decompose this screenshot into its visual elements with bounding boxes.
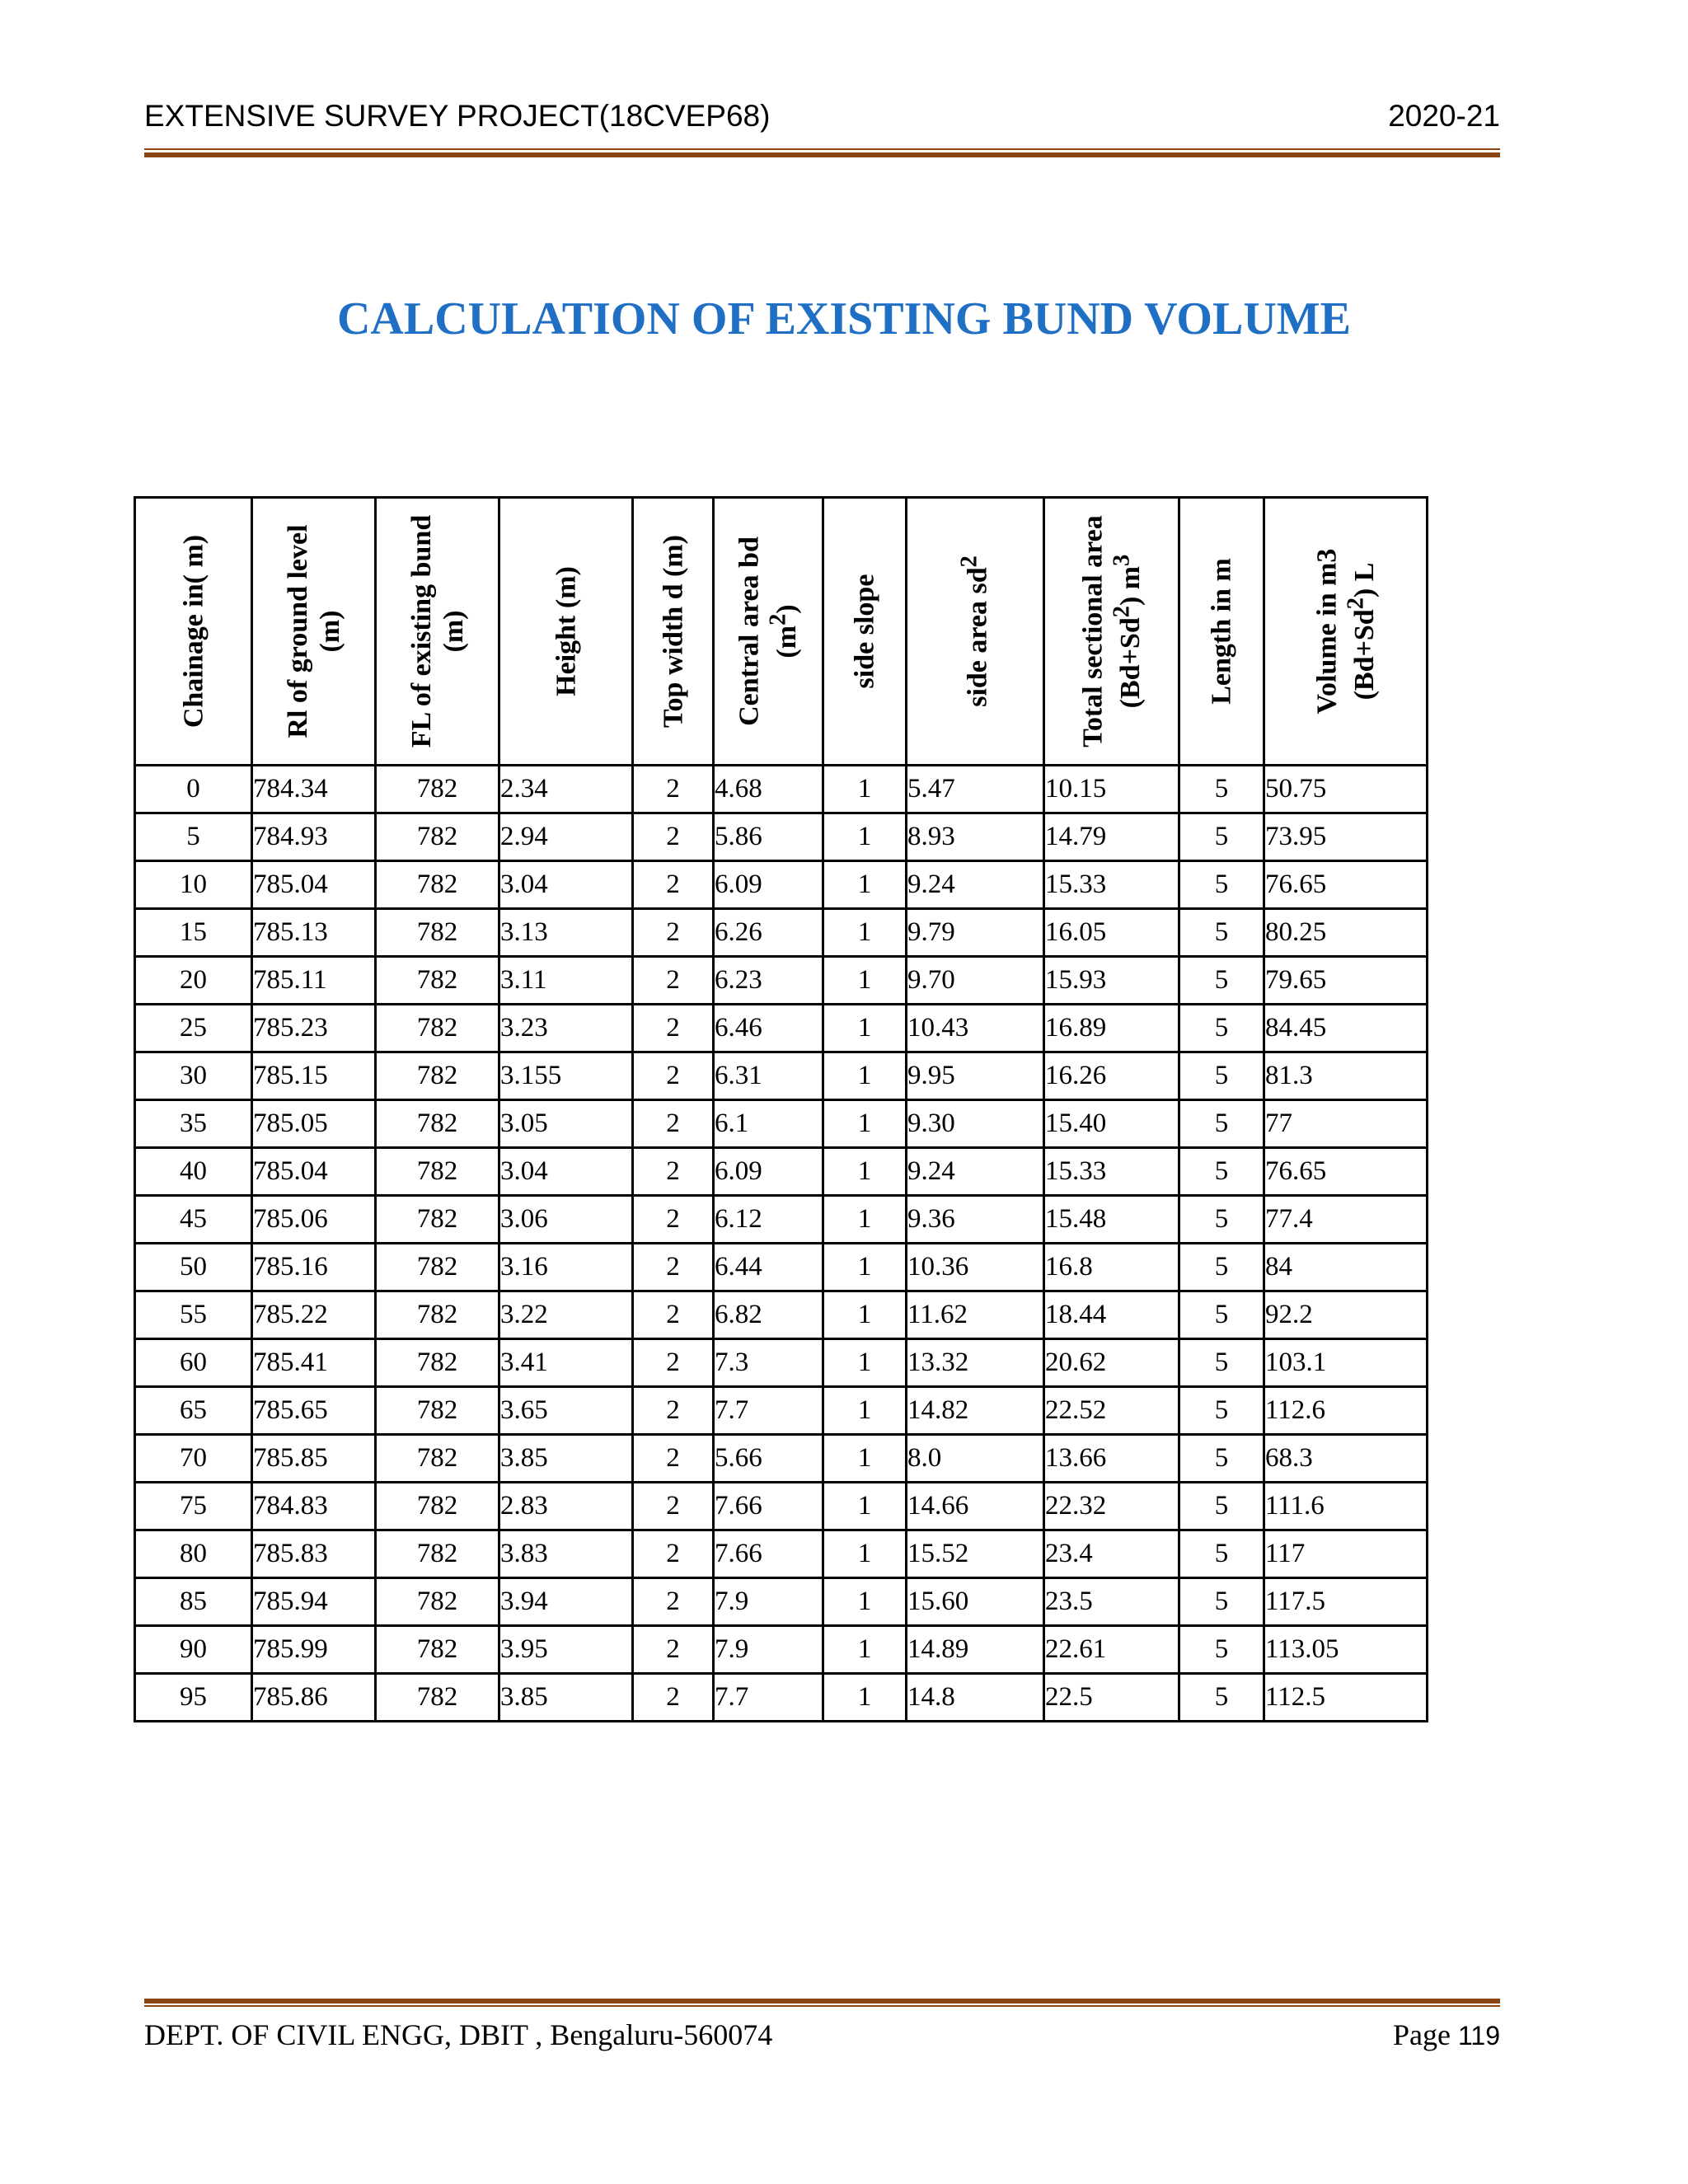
cell-top-width: 2 xyxy=(633,1674,714,1722)
cell-side-area: 15.60 xyxy=(907,1578,1044,1626)
cell-height: 3.13 xyxy=(499,909,633,957)
cell-length: 5 xyxy=(1179,909,1264,957)
cell-height: 2.34 xyxy=(499,766,633,813)
table-row xyxy=(135,1196,1428,1244)
cell-volume: 84.45 xyxy=(1264,1005,1428,1052)
cell-height: 3.05 xyxy=(499,1100,633,1148)
cell-fl-existing-bund: 782 xyxy=(376,813,499,861)
cell-side-slope: 1 xyxy=(823,1244,907,1291)
cell-height: 3.155 xyxy=(499,1052,633,1100)
cell-fl-existing-bund: 782 xyxy=(376,1148,499,1196)
cell-ground-level: 785.16 xyxy=(252,1244,376,1291)
cell-total-sectional-area: 16.26 xyxy=(1044,1052,1179,1100)
cell-length: 5 xyxy=(1179,1483,1264,1530)
table-row xyxy=(135,1674,1428,1722)
cell-length: 5 xyxy=(1179,766,1264,813)
cell-chainage: 40 xyxy=(135,1148,252,1196)
cell-top-width: 2 xyxy=(633,1244,714,1291)
header-project-title: EXTENSIVE SURVEY PROJECT(18CVEP68) xyxy=(144,99,771,133)
table-header-row xyxy=(135,498,1428,766)
cell-chainage: 95 xyxy=(135,1674,252,1722)
cell-height: 3.94 xyxy=(499,1578,633,1626)
table-row xyxy=(135,1626,1428,1674)
cell-central-area: 6.1 xyxy=(714,1100,823,1148)
cell-fl-existing-bund: 782 xyxy=(376,1339,499,1387)
footer-rule-thick xyxy=(144,1999,1500,2004)
cell-top-width: 2 xyxy=(633,813,714,861)
table-row xyxy=(135,1435,1428,1483)
cell-top-width: 2 xyxy=(633,1148,714,1196)
cell-volume: 77 xyxy=(1264,1100,1428,1148)
cell-total-sectional-area: 15.48 xyxy=(1044,1196,1179,1244)
cell-ground-level: 784.93 xyxy=(252,813,376,861)
cell-height: 3.85 xyxy=(499,1435,633,1483)
cell-total-sectional-area: 16.89 xyxy=(1044,1005,1179,1052)
footer-page-number: 119 xyxy=(1457,2021,1500,2050)
cell-top-width: 2 xyxy=(633,1339,714,1387)
cell-top-width: 2 xyxy=(633,1387,714,1435)
cell-height: 3.41 xyxy=(499,1339,633,1387)
cell-central-area: 7.7 xyxy=(714,1387,823,1435)
col-header-central-area: Central area bd $(m^2)$ xyxy=(714,498,823,766)
cell-top-width: 2 xyxy=(633,1005,714,1052)
table-row xyxy=(135,957,1428,1005)
cell-side-slope: 1 xyxy=(823,1052,907,1100)
cell-volume: 84 xyxy=(1264,1244,1428,1291)
cell-chainage: 30 xyxy=(135,1052,252,1100)
cell-height: 3.95 xyxy=(499,1626,633,1674)
cell-total-sectional-area: 22.52 xyxy=(1044,1387,1179,1435)
cell-top-width: 2 xyxy=(633,957,714,1005)
cell-length: 5 xyxy=(1179,861,1264,909)
table-row xyxy=(135,1339,1428,1387)
cell-central-area: 4.68 xyxy=(714,766,823,813)
cell-side-slope: 1 xyxy=(823,813,907,861)
col-header-chainage: Chainage in( m) xyxy=(135,498,252,766)
cell-total-sectional-area: 22.5 xyxy=(1044,1674,1179,1722)
table-row xyxy=(135,766,1428,813)
cell-length: 5 xyxy=(1179,1005,1264,1052)
cell-ground-level: 785.05 xyxy=(252,1100,376,1148)
cell-central-area: 5.86 xyxy=(714,813,823,861)
cell-side-area: 11.62 xyxy=(907,1291,1044,1339)
col-header-fl-existing-bund: FL of existing bund (m) xyxy=(376,498,499,766)
cell-fl-existing-bund: 782 xyxy=(376,1100,499,1148)
cell-chainage: 45 xyxy=(135,1196,252,1244)
cell-side-area: 13.32 xyxy=(907,1339,1044,1387)
page-header xyxy=(144,99,1500,148)
cell-volume: 111.6 xyxy=(1264,1483,1428,1530)
cell-volume: 112.5 xyxy=(1264,1674,1428,1722)
table-row xyxy=(135,1005,1428,1052)
cell-ground-level: 785.22 xyxy=(252,1291,376,1339)
table-row xyxy=(135,909,1428,957)
cell-ground-level: 785.13 xyxy=(252,909,376,957)
cell-length: 5 xyxy=(1179,1196,1264,1244)
cell-central-area: 6.44 xyxy=(714,1244,823,1291)
cell-chainage: 35 xyxy=(135,1100,252,1148)
cell-chainage: 90 xyxy=(135,1626,252,1674)
table-row xyxy=(135,813,1428,861)
col-header-total-sectional-area: Total sectional area $(Bd+Sd^2)$ $m^3$ xyxy=(1044,498,1179,766)
cell-chainage: 60 xyxy=(135,1339,252,1387)
cell-ground-level: 785.23 xyxy=(252,1005,376,1052)
cell-central-area: 6.23 xyxy=(714,957,823,1005)
cell-ground-level: 785.04 xyxy=(252,861,376,909)
cell-central-area: 7.3 xyxy=(714,1339,823,1387)
cell-side-slope: 1 xyxy=(823,1339,907,1387)
cell-top-width: 2 xyxy=(633,1100,714,1148)
cell-central-area: 7.7 xyxy=(714,1674,823,1722)
cell-side-slope: 1 xyxy=(823,1196,907,1244)
cell-ground-level: 785.85 xyxy=(252,1435,376,1483)
cell-side-area: 9.30 xyxy=(907,1100,1044,1148)
cell-side-area: 9.24 xyxy=(907,861,1044,909)
cell-central-area: 6.82 xyxy=(714,1291,823,1339)
cell-side-slope: 1 xyxy=(823,1674,907,1722)
cell-side-slope: 1 xyxy=(823,1483,907,1530)
cell-height: 3.04 xyxy=(499,1148,633,1196)
cell-side-slope: 1 xyxy=(823,909,907,957)
table-row xyxy=(135,1100,1428,1148)
cell-central-area: 6.09 xyxy=(714,861,823,909)
cell-fl-existing-bund: 782 xyxy=(376,1387,499,1435)
cell-side-area: 9.70 xyxy=(907,957,1044,1005)
cell-top-width: 2 xyxy=(633,1483,714,1530)
cell-side-area: 15.52 xyxy=(907,1530,1044,1578)
cell-chainage: 0 xyxy=(135,766,252,813)
cell-fl-existing-bund: 782 xyxy=(376,1052,499,1100)
cell-total-sectional-area: 16.05 xyxy=(1044,909,1179,957)
cell-ground-level: 785.65 xyxy=(252,1387,376,1435)
cell-side-area: 14.66 xyxy=(907,1483,1044,1530)
cell-total-sectional-area: 22.32 xyxy=(1044,1483,1179,1530)
footer-page-label: Page xyxy=(1393,2018,1451,2051)
cell-chainage: 5 xyxy=(135,813,252,861)
cell-side-slope: 1 xyxy=(823,1387,907,1435)
cell-central-area: 7.9 xyxy=(714,1578,823,1626)
cell-total-sectional-area: 15.93 xyxy=(1044,957,1179,1005)
cell-fl-existing-bund: 782 xyxy=(376,1578,499,1626)
cell-side-slope: 1 xyxy=(823,1530,907,1578)
header-year: 2020-21 xyxy=(1388,99,1500,133)
table-row xyxy=(135,1244,1428,1291)
cell-top-width: 2 xyxy=(633,1196,714,1244)
cell-ground-level: 785.11 xyxy=(252,957,376,1005)
cell-fl-existing-bund: 782 xyxy=(376,1196,499,1244)
cell-fl-existing-bund: 782 xyxy=(376,1530,499,1578)
cell-volume: 79.65 xyxy=(1264,957,1428,1005)
cell-total-sectional-area: 10.15 xyxy=(1044,766,1179,813)
bund-volume-table xyxy=(134,496,1428,1722)
cell-side-area: 14.82 xyxy=(907,1387,1044,1435)
cell-fl-existing-bund: 782 xyxy=(376,1626,499,1674)
cell-volume: 76.65 xyxy=(1264,1148,1428,1196)
cell-fl-existing-bund: 782 xyxy=(376,1674,499,1722)
cell-side-area: 9.24 xyxy=(907,1148,1044,1196)
cell-side-slope: 1 xyxy=(823,1005,907,1052)
cell-side-slope: 1 xyxy=(823,861,907,909)
cell-side-slope: 1 xyxy=(823,1291,907,1339)
cell-top-width: 2 xyxy=(633,1530,714,1578)
table-row xyxy=(135,1052,1428,1100)
cell-side-area: 10.36 xyxy=(907,1244,1044,1291)
cell-fl-existing-bund: 782 xyxy=(376,1483,499,1530)
cell-side-area: 5.47 xyxy=(907,766,1044,813)
cell-height: 3.23 xyxy=(499,1005,633,1052)
cell-side-slope: 1 xyxy=(823,1100,907,1148)
cell-top-width: 2 xyxy=(633,1291,714,1339)
cell-fl-existing-bund: 782 xyxy=(376,909,499,957)
cell-top-width: 2 xyxy=(633,909,714,957)
cell-total-sectional-area: 23.4 xyxy=(1044,1530,1179,1578)
cell-chainage: 75 xyxy=(135,1483,252,1530)
cell-fl-existing-bund: 782 xyxy=(376,861,499,909)
cell-ground-level: 784.34 xyxy=(252,766,376,813)
cell-volume: 77.4 xyxy=(1264,1196,1428,1244)
cell-chainage: 10 xyxy=(135,861,252,909)
cell-side-slope: 1 xyxy=(823,1626,907,1674)
cell-side-slope: 1 xyxy=(823,766,907,813)
cell-length: 5 xyxy=(1179,957,1264,1005)
page-footer xyxy=(144,2018,1500,2059)
cell-height: 3.04 xyxy=(499,861,633,909)
cell-fl-existing-bund: 782 xyxy=(376,1291,499,1339)
cell-height: 3.83 xyxy=(499,1530,633,1578)
footer-department: DEPT. OF CIVIL ENGG, DBIT , Bengaluru-560074 xyxy=(144,2018,773,2051)
cell-height: 2.94 xyxy=(499,813,633,861)
footer-rule-thin xyxy=(144,2005,1500,2007)
table-row xyxy=(135,1483,1428,1530)
cell-total-sectional-area: 20.62 xyxy=(1044,1339,1179,1387)
cell-total-sectional-area: 22.61 xyxy=(1044,1626,1179,1674)
table-row xyxy=(135,1148,1428,1196)
cell-side-area: 8.93 xyxy=(907,813,1044,861)
cell-side-slope: 1 xyxy=(823,1578,907,1626)
cell-side-area: 14.8 xyxy=(907,1674,1044,1722)
cell-chainage: 70 xyxy=(135,1435,252,1483)
header-rule-thick xyxy=(144,152,1500,157)
footer-page xyxy=(1393,2018,1500,2052)
cell-side-area: 10.43 xyxy=(907,1005,1044,1052)
cell-volume: 103.1 xyxy=(1264,1339,1428,1387)
table-row xyxy=(135,861,1428,909)
cell-length: 5 xyxy=(1179,1626,1264,1674)
col-header-side-slope: side slope xyxy=(823,498,907,766)
cell-length: 5 xyxy=(1179,1530,1264,1578)
cell-side-area: 9.95 xyxy=(907,1052,1044,1100)
cell-ground-level: 785.99 xyxy=(252,1626,376,1674)
cell-volume: 76.65 xyxy=(1264,861,1428,909)
cell-total-sectional-area: 15.33 xyxy=(1044,861,1179,909)
cell-ground-level: 785.04 xyxy=(252,1148,376,1196)
col-header-length: Length in m xyxy=(1179,498,1264,766)
col-header-side-area: side area $sd^2$ xyxy=(907,498,1044,766)
cell-total-sectional-area: 14.79 xyxy=(1044,813,1179,861)
cell-volume: 92.2 xyxy=(1264,1291,1428,1339)
cell-side-area: 14.89 xyxy=(907,1626,1044,1674)
cell-central-area: 6.46 xyxy=(714,1005,823,1052)
col-header-ground-level: Rl of ground level (m) xyxy=(252,498,376,766)
cell-fl-existing-bund: 782 xyxy=(376,1435,499,1483)
cell-height: 3.22 xyxy=(499,1291,633,1339)
cell-length: 5 xyxy=(1179,1148,1264,1196)
cell-ground-level: 785.94 xyxy=(252,1578,376,1626)
cell-height: 3.06 xyxy=(499,1196,633,1244)
cell-total-sectional-area: 13.66 xyxy=(1044,1435,1179,1483)
cell-top-width: 2 xyxy=(633,1578,714,1626)
cell-top-width: 2 xyxy=(633,1435,714,1483)
cell-length: 5 xyxy=(1179,813,1264,861)
cell-height: 3.85 xyxy=(499,1674,633,1722)
cell-total-sectional-area: 23.5 xyxy=(1044,1578,1179,1626)
cell-length: 5 xyxy=(1179,1291,1264,1339)
cell-volume: 117.5 xyxy=(1264,1578,1428,1626)
cell-fl-existing-bund: 782 xyxy=(376,1244,499,1291)
col-header-height: Height (m) xyxy=(499,498,633,766)
col-header-top-width: Top width d (m) xyxy=(633,498,714,766)
cell-volume: 117 xyxy=(1264,1530,1428,1578)
cell-central-area: 7.9 xyxy=(714,1626,823,1674)
cell-volume: 50.75 xyxy=(1264,766,1428,813)
cell-total-sectional-area: 16.8 xyxy=(1044,1244,1179,1291)
cell-fl-existing-bund: 782 xyxy=(376,766,499,813)
header-rule-thin xyxy=(144,148,1500,150)
cell-length: 5 xyxy=(1179,1339,1264,1387)
cell-chainage: 85 xyxy=(135,1578,252,1626)
cell-length: 5 xyxy=(1179,1435,1264,1483)
cell-chainage: 50 xyxy=(135,1244,252,1291)
cell-top-width: 2 xyxy=(633,861,714,909)
cell-total-sectional-area: 15.40 xyxy=(1044,1100,1179,1148)
cell-length: 5 xyxy=(1179,1578,1264,1626)
cell-central-area: 6.26 xyxy=(714,909,823,957)
cell-height: 3.16 xyxy=(499,1244,633,1291)
cell-length: 5 xyxy=(1179,1052,1264,1100)
cell-total-sectional-area: 15.33 xyxy=(1044,1148,1179,1196)
table-row xyxy=(135,1530,1428,1578)
cell-side-area: 9.36 xyxy=(907,1196,1044,1244)
cell-ground-level: 785.83 xyxy=(252,1530,376,1578)
cell-central-area: 6.12 xyxy=(714,1196,823,1244)
cell-height: 2.83 xyxy=(499,1483,633,1530)
cell-central-area: 5.66 xyxy=(714,1435,823,1483)
cell-top-width: 2 xyxy=(633,1626,714,1674)
cell-ground-level: 785.41 xyxy=(252,1339,376,1387)
cell-central-area: 7.66 xyxy=(714,1483,823,1530)
cell-central-area: 6.31 xyxy=(714,1052,823,1100)
cell-fl-existing-bund: 782 xyxy=(376,1005,499,1052)
cell-ground-level: 785.86 xyxy=(252,1674,376,1722)
cell-volume: 68.3 xyxy=(1264,1435,1428,1483)
cell-side-area: 8.0 xyxy=(907,1435,1044,1483)
cell-length: 5 xyxy=(1179,1100,1264,1148)
cell-chainage: 25 xyxy=(135,1005,252,1052)
cell-chainage: 65 xyxy=(135,1387,252,1435)
cell-volume: 112.6 xyxy=(1264,1387,1428,1435)
cell-side-slope: 1 xyxy=(823,1148,907,1196)
cell-volume: 73.95 xyxy=(1264,813,1428,861)
cell-central-area: 6.09 xyxy=(714,1148,823,1196)
page-title: CALCULATION OF EXISTING BUND VOLUME xyxy=(336,293,1351,344)
cell-side-slope: 1 xyxy=(823,957,907,1005)
cell-volume: 113.05 xyxy=(1264,1626,1428,1674)
table-row xyxy=(135,1291,1428,1339)
cell-ground-level: 785.06 xyxy=(252,1196,376,1244)
cell-length: 5 xyxy=(1179,1674,1264,1722)
cell-top-width: 2 xyxy=(633,766,714,813)
cell-height: 3.65 xyxy=(499,1387,633,1435)
cell-chainage: 15 xyxy=(135,909,252,957)
cell-side-slope: 1 xyxy=(823,1435,907,1483)
cell-chainage: 55 xyxy=(135,1291,252,1339)
cell-chainage: 80 xyxy=(135,1530,252,1578)
cell-ground-level: 784.83 xyxy=(252,1483,376,1530)
cell-chainage: 20 xyxy=(135,957,252,1005)
cell-total-sectional-area: 18.44 xyxy=(1044,1291,1179,1339)
cell-length: 5 xyxy=(1179,1244,1264,1291)
cell-height: 3.11 xyxy=(499,957,633,1005)
cell-top-width: 2 xyxy=(633,1052,714,1100)
cell-ground-level: 785.15 xyxy=(252,1052,376,1100)
cell-side-area: 9.79 xyxy=(907,909,1044,957)
table-row xyxy=(135,1387,1428,1435)
cell-length: 5 xyxy=(1179,1387,1264,1435)
cell-central-area: 7.66 xyxy=(714,1530,823,1578)
cell-fl-existing-bund: 782 xyxy=(376,957,499,1005)
cell-volume: 81.3 xyxy=(1264,1052,1428,1100)
col-header-volume: Volume in m3 $(Bd+Sd^2)$ L xyxy=(1264,498,1428,766)
table-row xyxy=(135,1578,1428,1626)
cell-volume: 80.25 xyxy=(1264,909,1428,957)
